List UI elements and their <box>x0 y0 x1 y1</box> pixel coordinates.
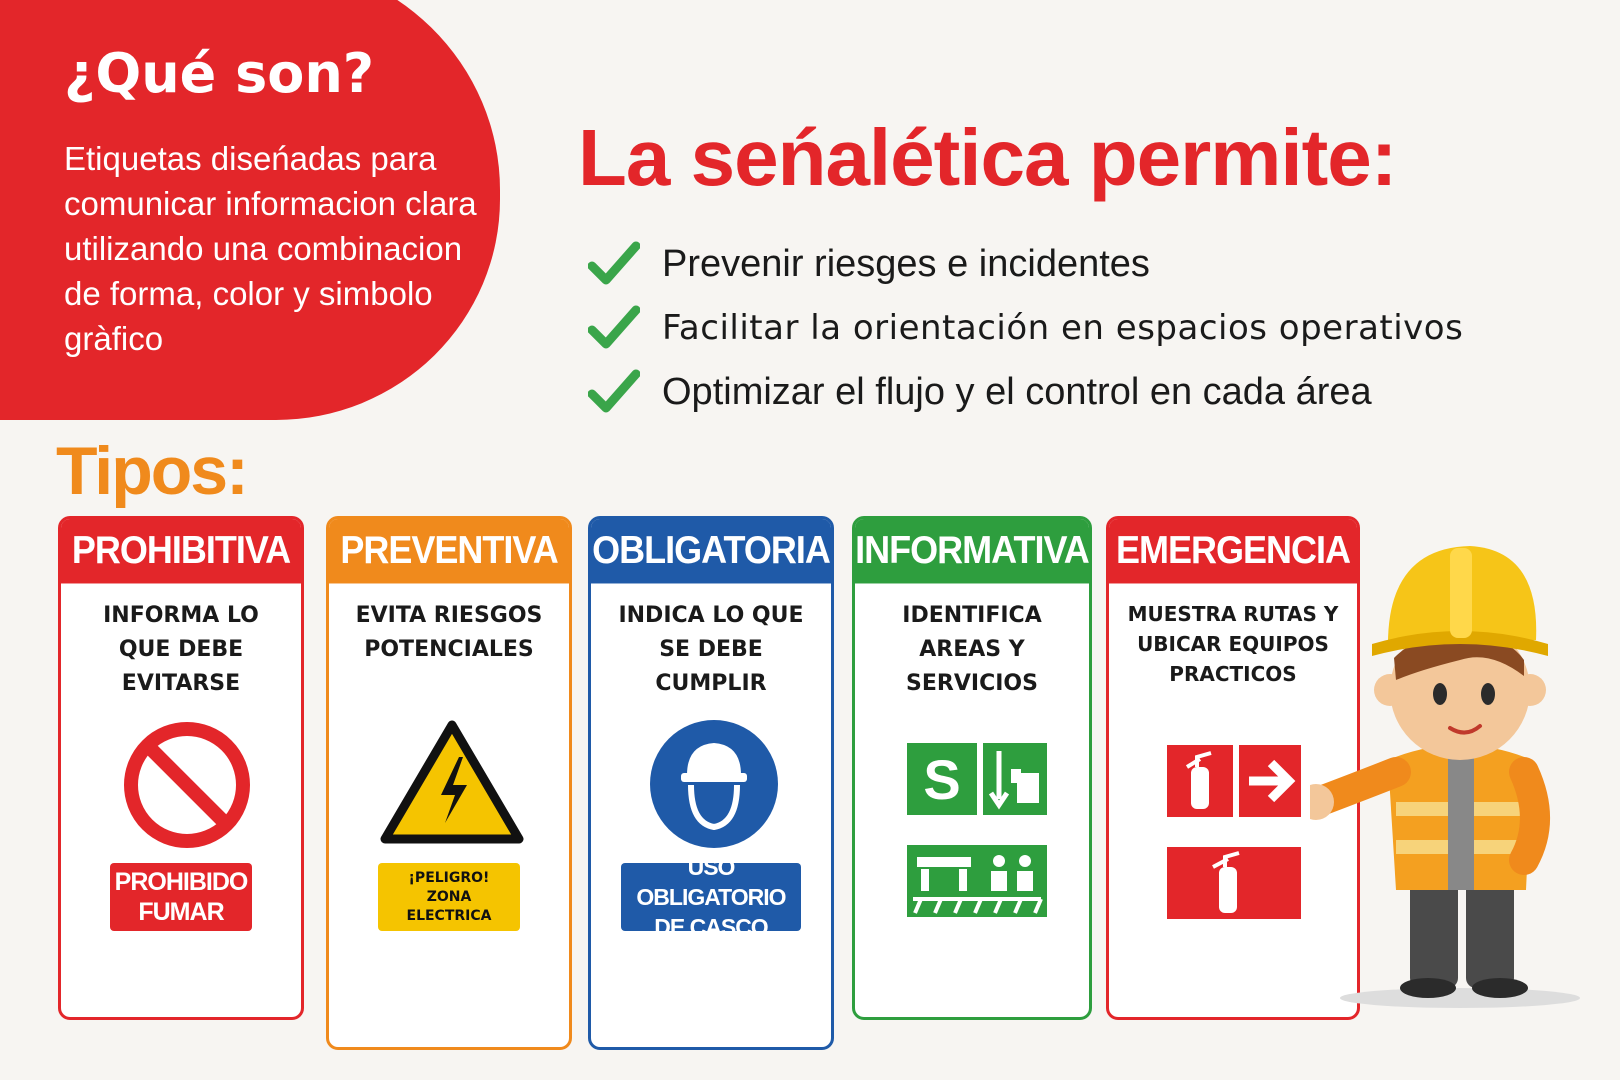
benefit-text: Prevenir riesges e incidentes <box>662 242 1150 285</box>
benefit-item <box>588 296 1463 360</box>
benefit-text: Optimizar el flujo y el control en cada área <box>662 370 1372 413</box>
card-header: INFORMATIVA <box>855 517 1089 584</box>
card-description: MUESTRA RUTAS Y UBICAR EQUIPOS PRACTICOS <box>1127 602 1339 686</box>
extinguisher-icon <box>1167 847 1301 919</box>
benefit-item <box>588 360 1463 424</box>
helmet-icon <box>649 719 779 849</box>
worker-illustration <box>1310 540 1610 1010</box>
restroom-icon <box>983 743 1047 815</box>
card-header: PREVENTIVA <box>329 517 569 584</box>
sign-label: USO OBLIGATORIO DE CASCO <box>621 863 801 931</box>
card-preventiva <box>326 516 572 1050</box>
card-description: IDENTIFICA AREAS Y SERVICIOS <box>902 603 1042 696</box>
intro-text: Etiquetas diseńadas para comunicar informacion clara utilizando una combinacion de forma, color y simbolo gràfico <box>64 140 477 357</box>
benefit-item <box>588 232 1463 296</box>
benefits-list <box>588 232 1463 424</box>
card-header: OBLIGATORIA <box>591 517 831 584</box>
card-header: EMERGENCIA <box>1109 517 1357 584</box>
intro-title: ¿Qué son? <box>64 42 375 105</box>
sign-label: ¡PELIGRO! ZONA ELECTRICA <box>378 863 520 931</box>
no-smoking-icon <box>121 719 253 851</box>
sign-label: PROHIBIDO FUMAR <box>110 863 252 931</box>
waiting-area-icon <box>907 845 1047 917</box>
check-icon <box>588 240 640 288</box>
check-icon <box>588 368 640 416</box>
card-description: INFORMA LO QUE DEBE EVITARSE <box>103 603 259 696</box>
types-title: Tipos: <box>56 433 247 509</box>
check-icon <box>588 304 640 352</box>
card-prohibitiva <box>58 516 304 1020</box>
service-sign: S <box>907 743 977 815</box>
card-description: INDICA LO QUE SE DEBE CUMPLIR <box>618 603 804 696</box>
extinguisher-icon <box>1167 745 1233 817</box>
card-description: EVITA RIESGOS POTENCIALES <box>355 603 543 662</box>
benefit-text: Facilitar la orientación en espacios operativos <box>662 308 1464 348</box>
arrow-right-icon <box>1239 745 1301 817</box>
card-header: PROHIBITIVA <box>61 517 301 584</box>
page-title: La seńalética permite: <box>578 113 1397 202</box>
card-obligatoria <box>588 516 834 1050</box>
electric-hazard-icon <box>379 719 525 845</box>
card-informativa <box>852 516 1092 1020</box>
